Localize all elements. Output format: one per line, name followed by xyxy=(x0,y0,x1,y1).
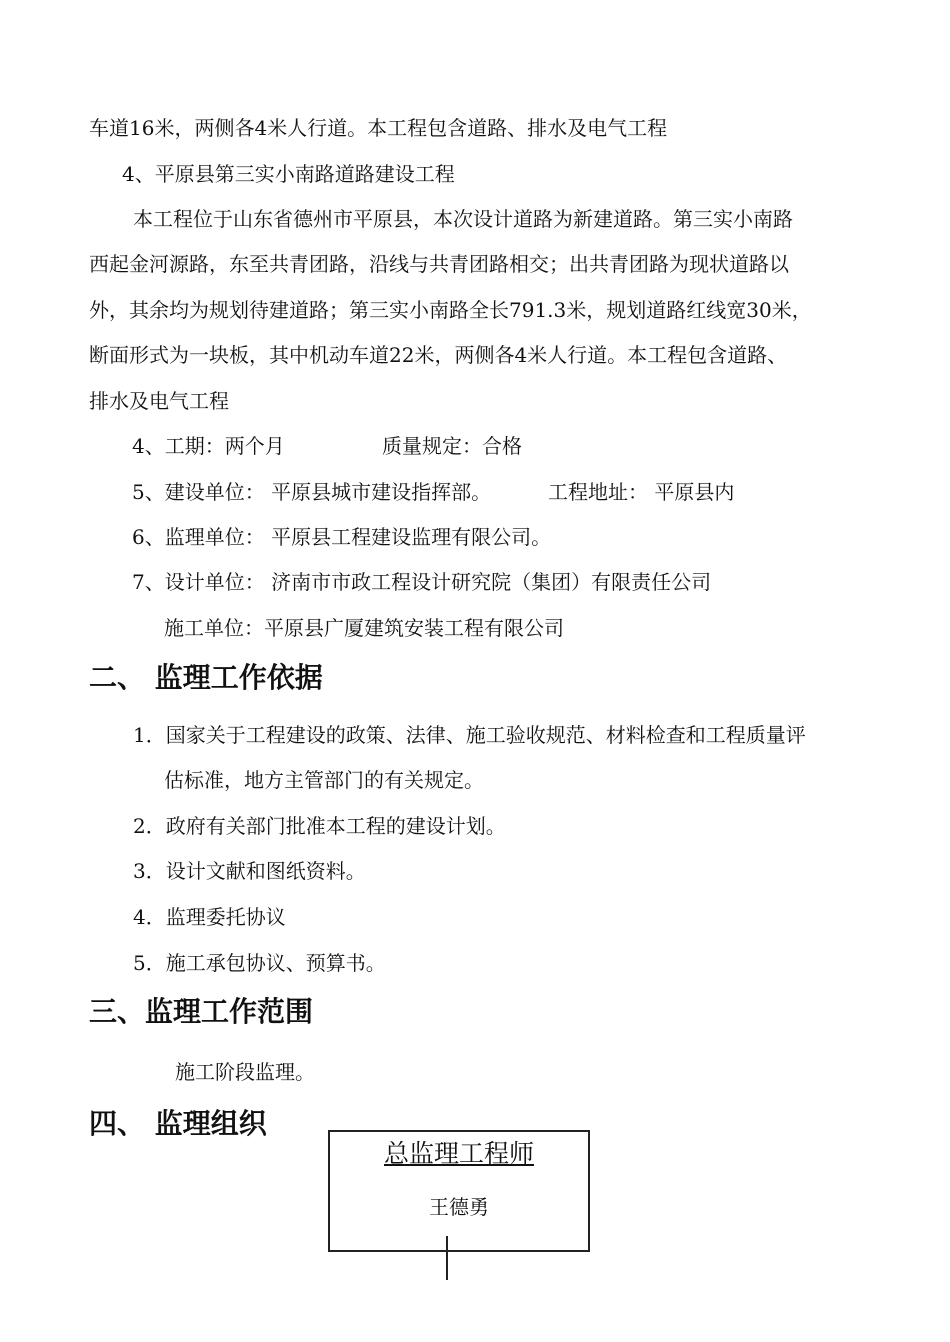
info-period: 4、工期：两个月 xyxy=(132,434,285,458)
intro-line: 车道16米，两侧各4米人行道。本工程包含道路、排水及电气工程 xyxy=(89,116,668,140)
basis-item-1: 1．国家关于工程建设的政策、法律、施工验收规范、材料检查和工程质量评 xyxy=(133,723,806,747)
scope-text: 施工阶段监理。 xyxy=(175,1060,315,1084)
project-4-paragraph-line-1: 本工程位于山东省德州市平原县，本次设计道路为新建道路。第三实小南路 xyxy=(133,207,793,231)
project-4-paragraph-line-2: 西起金河源路，东至共青团路，沿线与共青团路相交；出共青团路为现状道路以 xyxy=(89,252,789,276)
project-4-paragraph-line-3: 外，其余均为规划待建道路；第三实小南路全长791.3米，规划道路红线宽30米， xyxy=(89,298,812,322)
info-designer: 7、设计单位： 济南市市政工程设计研究院（集团）有限责任公司 xyxy=(132,570,712,594)
org-chart-connector xyxy=(446,1236,448,1280)
chief-name: 王德勇 xyxy=(429,1195,489,1219)
info-builder: 5、建设单位： 平原县城市建设指挥部。 xyxy=(132,480,492,504)
project-4-title: 4、平原县第三实小南路道路建设工程 xyxy=(122,162,455,186)
basis-item-3: 3．设计文献和图纸资料。 xyxy=(133,859,366,883)
section-4-heading: 四、 监理组织 xyxy=(89,1107,267,1140)
info-supervisor: 6、监理单位： 平原县工程建设监理有限公司。 xyxy=(132,525,552,549)
project-4-paragraph-line-4: 断面形式为一块板，其中机动车道22米，两侧各4米人行道。本工程包含道路、 xyxy=(89,343,788,367)
basis-item-5: 5．施工承包协议、预算书。 xyxy=(133,951,386,975)
org-chart-chief-box xyxy=(328,1130,590,1252)
chief-title: 总监理工程师 xyxy=(383,1139,534,1168)
basis-item-1-continued: 估标准，地方主管部门的有关规定。 xyxy=(164,768,484,792)
project-4-paragraph-line-5: 排水及电气工程 xyxy=(89,389,229,413)
basis-item-4: 4．监理委托协议 xyxy=(133,905,286,929)
section-3-heading: 三、监理工作范围 xyxy=(89,995,314,1028)
info-quality: 质量规定：合格 xyxy=(382,434,522,458)
section-2-heading: 二、 监理工作依据 xyxy=(89,661,323,694)
basis-item-2: 2．政府有关部门批准本工程的建设计划。 xyxy=(133,814,506,838)
info-contractor: 施工单位：平原县广厦建筑安装工程有限公司 xyxy=(164,616,564,640)
info-site: 工程地址： 平原县内 xyxy=(548,480,735,504)
